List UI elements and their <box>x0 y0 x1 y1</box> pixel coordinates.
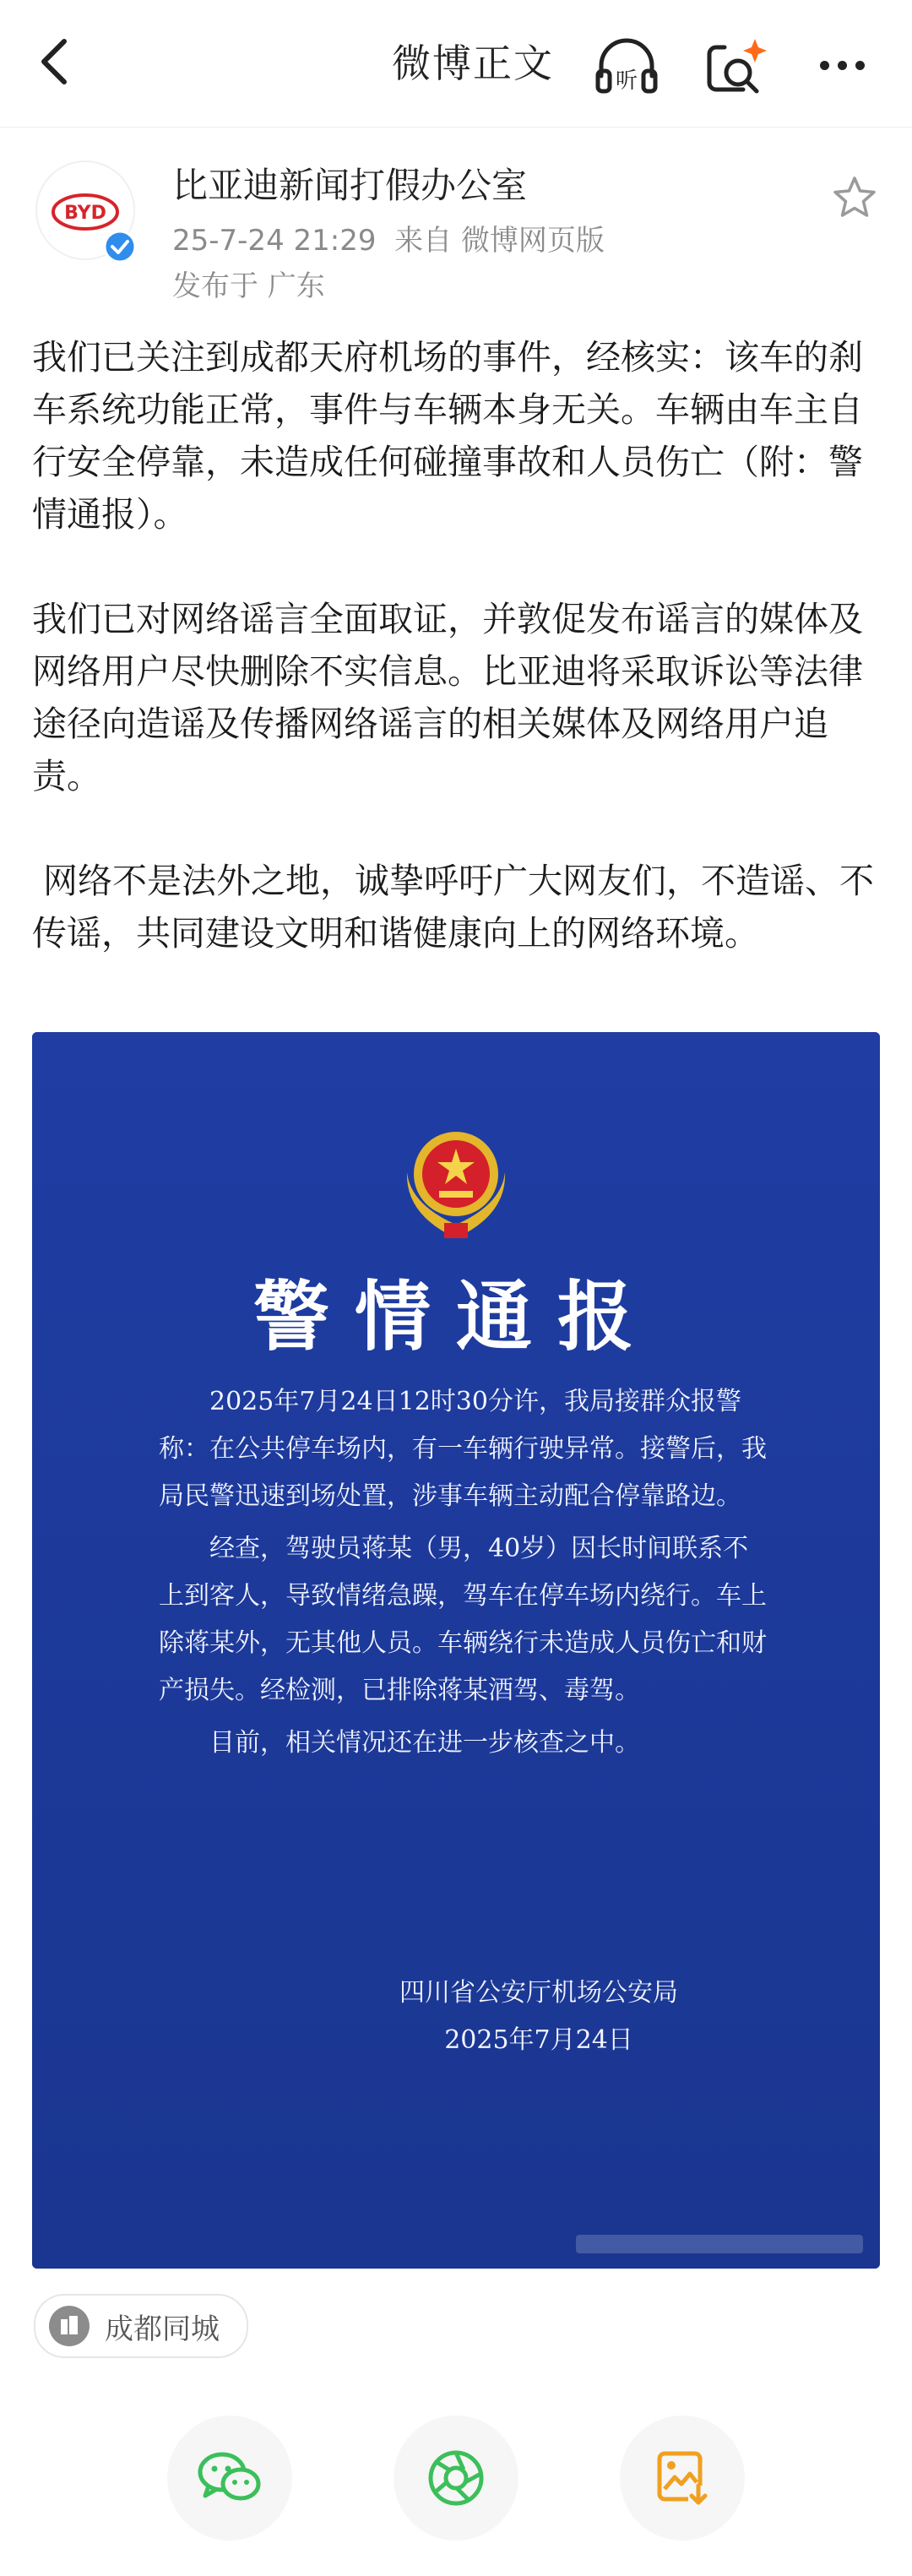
city-building-icon <box>49 2306 90 2346</box>
share-wechat-button[interactable] <box>167 2416 292 2541</box>
star-icon <box>831 174 878 221</box>
watermark <box>576 2235 863 2253</box>
notice-paragraph: 2025年7月24日12时30分许，我局接群众报警称：在公共停车场内，有一车辆行驶异常。接警后，我局民警迅速到场处置，涉事车辆主动配合停靠路边。 <box>159 1387 767 1511</box>
author-name[interactable]: 比亚迪新闻打假办公室 <box>172 165 528 206</box>
headphones-icon <box>591 32 662 103</box>
byd-logo-icon <box>51 191 120 233</box>
more-button[interactable] <box>804 44 880 86</box>
verified-badge-icon <box>103 230 137 264</box>
post-paragraph: 我们已关注到成都天府机场的事件，经核实：该车的刹车系统功能正常，事件与车辆本身无关。车辆由车主自行安全停靠，未造成任何碰撞事故和人员伤亡（附：警情通报）。 <box>32 337 863 535</box>
notice-signature: 四川省公安厅机场公安局 <box>399 1978 678 2008</box>
avatar-logo-text: BYD <box>64 203 106 224</box>
share-moments-button[interactable] <box>394 2416 518 2541</box>
ai-spark-icon <box>701 32 772 103</box>
save-image-icon <box>654 2448 710 2508</box>
ai-assistant-button[interactable] <box>701 32 772 103</box>
post-timestamp: 25-7-24 21:29 <box>172 224 377 258</box>
notice-title: 警情通报 <box>253 1272 659 1361</box>
wechat-icon <box>197 2450 263 2506</box>
page-title: 微博正文 <box>392 41 554 86</box>
post-source: 来自 微博网页版 <box>394 224 605 258</box>
post-paragraph: 我们已对网络谣言全面取证，并敦促发布谣言的媒体及网络用户尽快删除不实信息。比亚迪将采取诉讼等法律途径向造谣及传播网络谣言的相关媒体及网络用户追责。 <box>32 599 863 796</box>
location-tag[interactable] <box>34 2294 248 2358</box>
notice-body <box>159 1378 767 1772</box>
police-emblem-icon <box>390 1113 522 1245</box>
post-meta <box>172 221 605 260</box>
more-dot-icon <box>820 61 829 70</box>
notice-signature-block <box>370 1970 708 2064</box>
post-paragraph: 网络不是法外之地，诚挚呼吁广大网友们，不造谣、不传谣，共同建设文明和谐健康向上的网络环境。 <box>32 861 875 954</box>
notice-paragraph: 经查，驾驶员蒋某（男，40岁）因长时间联系不上到客人，导致情绪急躁，驾车在停车场内绕行。车上除蒋某外，无其他人员。车辆绕行未造成人员伤亡和财产损失。经检测，已排除蒋某酒驾、毒驾。 <box>159 1534 767 1705</box>
notice-date: 2025年7月24日 <box>444 2025 633 2055</box>
police-notice-image[interactable] <box>32 1032 880 2269</box>
listen-label: 听 <box>615 68 638 94</box>
location-tag-label: 成都同城 <box>105 2312 220 2346</box>
more-dot-icon <box>838 61 847 70</box>
notice-paragraph: 目前，相关情况还在进一步核查之中。 <box>209 1728 640 1758</box>
post-body <box>32 331 885 1012</box>
moments-aperture-icon <box>426 2448 486 2508</box>
listen-button[interactable] <box>591 32 662 103</box>
back-button[interactable] <box>24 32 83 91</box>
favorite-button[interactable] <box>831 174 878 221</box>
save-image-button[interactable] <box>620 2416 745 2541</box>
more-dot-icon <box>855 61 865 70</box>
chevron-left-icon <box>39 38 68 85</box>
top-bar <box>0 0 912 128</box>
post-location: 发布于 广东 <box>172 269 325 303</box>
